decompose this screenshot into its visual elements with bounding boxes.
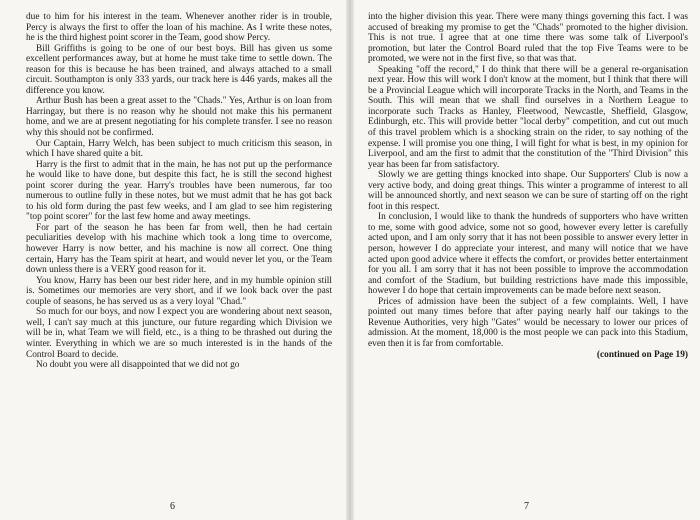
paragraph: due to him for his interest in the team. Whenever another rider is in trouble, Percy is always the first to offer the loan of his machine. As I write these notes, he is the third highest point scorer in the Team, good show Percy. (26, 12, 332, 44)
paragraph: You know, Harry has been our best rider here, and in my humble opinion still is. Sometimes our memories are very short, and if we look back over the past couple of seasons, he has served us as a very loyal "Chad." (26, 275, 332, 307)
paragraph: For part of the season he has been far from well, then he had certain peculiarities develop with his machine which took a long time to overcome, however Harry is now better, and his machine is now all correct. One thing certain, Harry has the Team spirit at heart, and would never let you, or the Team down unless there is a VERY good reason for it. (26, 222, 332, 276)
paragraph: into the higher division this year. There were many things governing this fact. I was accused of breaking my promise to get the "Chads" promoted to the higher division. This is not true. I agree that at one time there was some talk of Liverpool's promotion, but later the Control Board ruled that the top Five Teams were to be promoted, we were not in the first five, so that was that. (368, 12, 688, 65)
paragraph: Our Captain, Harry Welch, has been subject to much criticism this season, in which I have shared quite a bit. (26, 138, 332, 160)
paragraph: Harry is the first to admit that in the main, he has not put up the performance he would like to have done, but despite this fact, he is still the second highest point scorer during the year. Harry's troubles have been numerous, far too numerous to outline fully in these notes, but we must admit that he has got back to his old form during the past few weeks, and I am glad to see him registering "top point scorer" for the last few home and away meetings. (26, 159, 332, 223)
paragraph: Speaking "off the record," I do think that there will be a general re-organisation next year. How this will work I don't know at the moment, but I think that there will be a Provincial League which will incorporate Tracks in the North, and Teams in the South. This will mean that we shall find ourselves in a Northern League to incorporate such Tracks as Hanley, Fleetwood, Newcastle, Sheffield, Glasgow, Edinburgh, etc. This will provide better "local derby" competition, and cut out much of this travel problem which is a shocking strain on the rider, to say nothing of the expense. I will promise you one thing, I will fight for what is best, in my opinion for Liverpool, and am the first to admit that the constitution of the "Third Division" this year has been far from satisfactory. (368, 64, 688, 170)
paragraph: Prices of admission have been the subject of a few complaints. Well, I have pointed out many times before that after paying nearly half our takings to the Revenue Authorities, very high "Gates" would be necessary to lower our prices of admission. At the moment, 18,000 is the most people we can pack into this Stadium, even then it is far from comfortable. (368, 296, 688, 349)
page-gutter (346, 0, 354, 520)
page-number: 7 (524, 501, 529, 512)
paragraph: No doubt you were all disappointed that we did not go (36, 360, 240, 371)
left-page-text (26, 12, 332, 371)
right-page-text (368, 12, 688, 350)
paragraph: Arthur Bush has been a great asset to the "Chads." Yes, Arthur is on loan from Harringay, but there is no reason why he should not make this his permanent home, and we are at present negotiating for his complete transfer. I see no reason why this should not be confirmed. (26, 96, 332, 139)
page-number: 6 (170, 501, 175, 512)
paragraph: So much for our boys, and now I expect you are wondering about next season, well, I can't say much at this juncture, our future regarding which Division we will be in, what Team we will field, etc., is a thing to be thrashed out during the winter. Everything in which we are so much interested is in the hands of the Control Board to decide. (26, 307, 332, 360)
paragraph: Bill Griffiths is going to be one of our best boys. Bill has given us some excellent performances away, but at home he must take time to settle down. The reason for this is because he has been trained, and always attached to a small circuit. Southampton is only 333 yards, our track here is 446 yards, makes all the difference you know. (26, 43, 332, 96)
left-page (0, 0, 346, 520)
right-page (354, 0, 700, 520)
paragraph: Slowly we are getting things knocked into shape. Our Supporters' Club is now a very active body, and doing great things. This winter a programme of interest to all will be announced shortly, and next season we can be sure of starting off on the right foot in this respect. (368, 170, 688, 212)
paragraph: In conclusion, I would like to thank the hundreds of supporters who have written to me, some with good advice, some not so good, however every letter is carefully acted upon, and I am only sorry that it has not been possible to answer every letter in person, however I do appreciate your interest, and many will notice that we have acted upon good advice where it effects the comfort, or provides better entertainment for you all. I am sorry that it has not been possible to improve the accommodation and comfort of the Stadium, but building restrictions have made this impossible, however I do hope that certain improvements can be made before next season. (368, 212, 688, 297)
continued-note: (continued on Page 19) (596, 349, 688, 360)
